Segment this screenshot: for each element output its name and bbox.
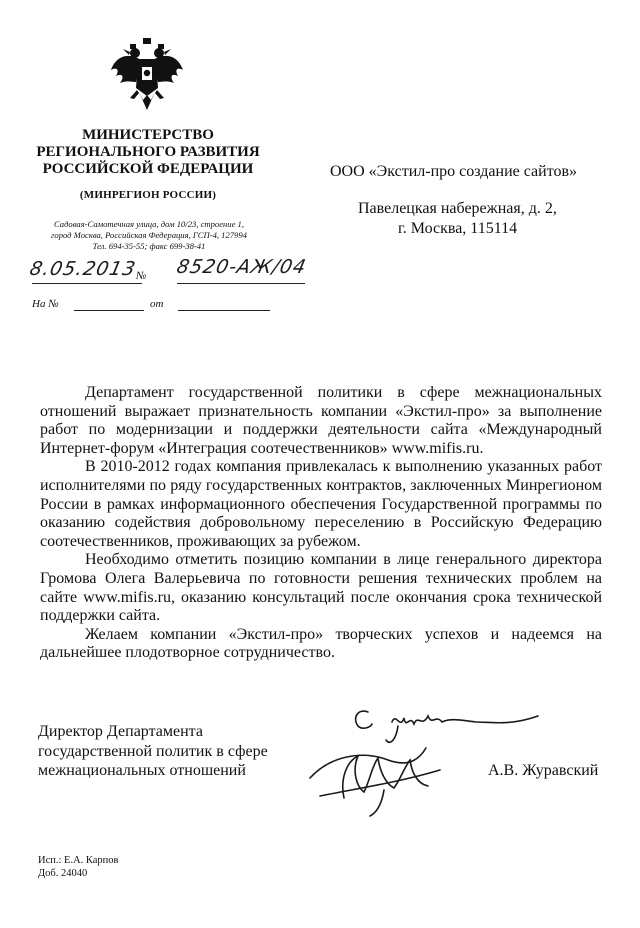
double-headed-eagle-emblem-icon: [108, 36, 186, 118]
executor-name: Исп.: Е.А. Карпов: [38, 855, 119, 866]
reply-date-label: от: [150, 298, 164, 310]
address-line-3: Тел. 694-35-55; факс 699-38-41: [92, 241, 206, 251]
address-line-1: Садовая-Самотечная улица, дом 10/23, строение 1,: [54, 219, 244, 229]
registration-date: 8.05.2013: [27, 258, 139, 280]
recipient-name: ООО «Экстил-про создание сайтов»: [330, 163, 578, 180]
position-line-1: Директор Департамента: [38, 723, 203, 740]
ministry-address: [20, 219, 278, 252]
ministry-line-1: МИНИСТЕРСТВО: [82, 127, 214, 143]
date-underline: [32, 283, 142, 284]
number-underline: [177, 283, 305, 284]
paragraph-3: Необходимо отметить позицию компании в лице генерального директора Громова Олега Валерьевича по готовности решения технических проблем на сайте www.mifis.ru, оказанию консультаций после окончания срока технической поддержки сайта.: [40, 551, 602, 625]
paragraph-1: Департамент государственной политики в сфере межнациональных отношений выражает признательность компании «Экстил-про» за выполнение работ по модернизации и поддержки деятельности сайта «Международный Интернет-форум «Интеграция соотечественников» www.mifis.ru.: [40, 384, 602, 457]
registration-number: 8520-АЖ/04: [174, 256, 309, 278]
ministry-name: [30, 127, 266, 178]
reply-date-line: [178, 310, 270, 311]
signer-name: А.В. Журавский: [488, 762, 599, 779]
recipient-street: Павелецкая набережная, д. 2,: [358, 200, 557, 217]
number-sign: №: [136, 270, 147, 282]
paragraph-2: В 2010-2012 годах компания привлекалась к выполнению указанных работ исполнителями по ряду государственных контрактов, заключенных Минрегионом России в рамках информационного обеспечения Государственной программы по оказанию содействия добровольному переселению в Российскую Федерацию соотечественников, проживающих за рубежом.: [40, 458, 602, 550]
handwritten-signature-icon: [300, 700, 550, 820]
recipient-city: г. Москва, 115114: [398, 220, 518, 237]
position-line-2: государственной политик в сфере: [38, 742, 268, 760]
executor-phone: Доб. 24040: [38, 868, 88, 879]
address-line-2: город Москва, Российская Федерация, ГСП-4, 127994: [51, 230, 247, 240]
ministry-line-2: РЕГИОНАЛЬНОГО РАЗВИТИЯ: [36, 144, 260, 160]
letter-body: [40, 384, 602, 663]
reply-number-line: [74, 310, 144, 311]
ministry-short-name: (МИНРЕГИОН РОССИИ): [79, 189, 217, 201]
reply-number-label: На №: [32, 298, 59, 310]
ministry-line-3: РОССИЙСКОЙ ФЕДЕРАЦИИ: [42, 161, 254, 177]
signer-position: [38, 722, 268, 781]
paragraph-4: Желаем компании «Экстил-про» творческих успехов и надеемся на дальнейшее плодотворное сотрудничество.: [40, 625, 602, 662]
position-line-3: межнациональных отношений: [38, 762, 246, 779]
executor-info: [38, 854, 119, 880]
